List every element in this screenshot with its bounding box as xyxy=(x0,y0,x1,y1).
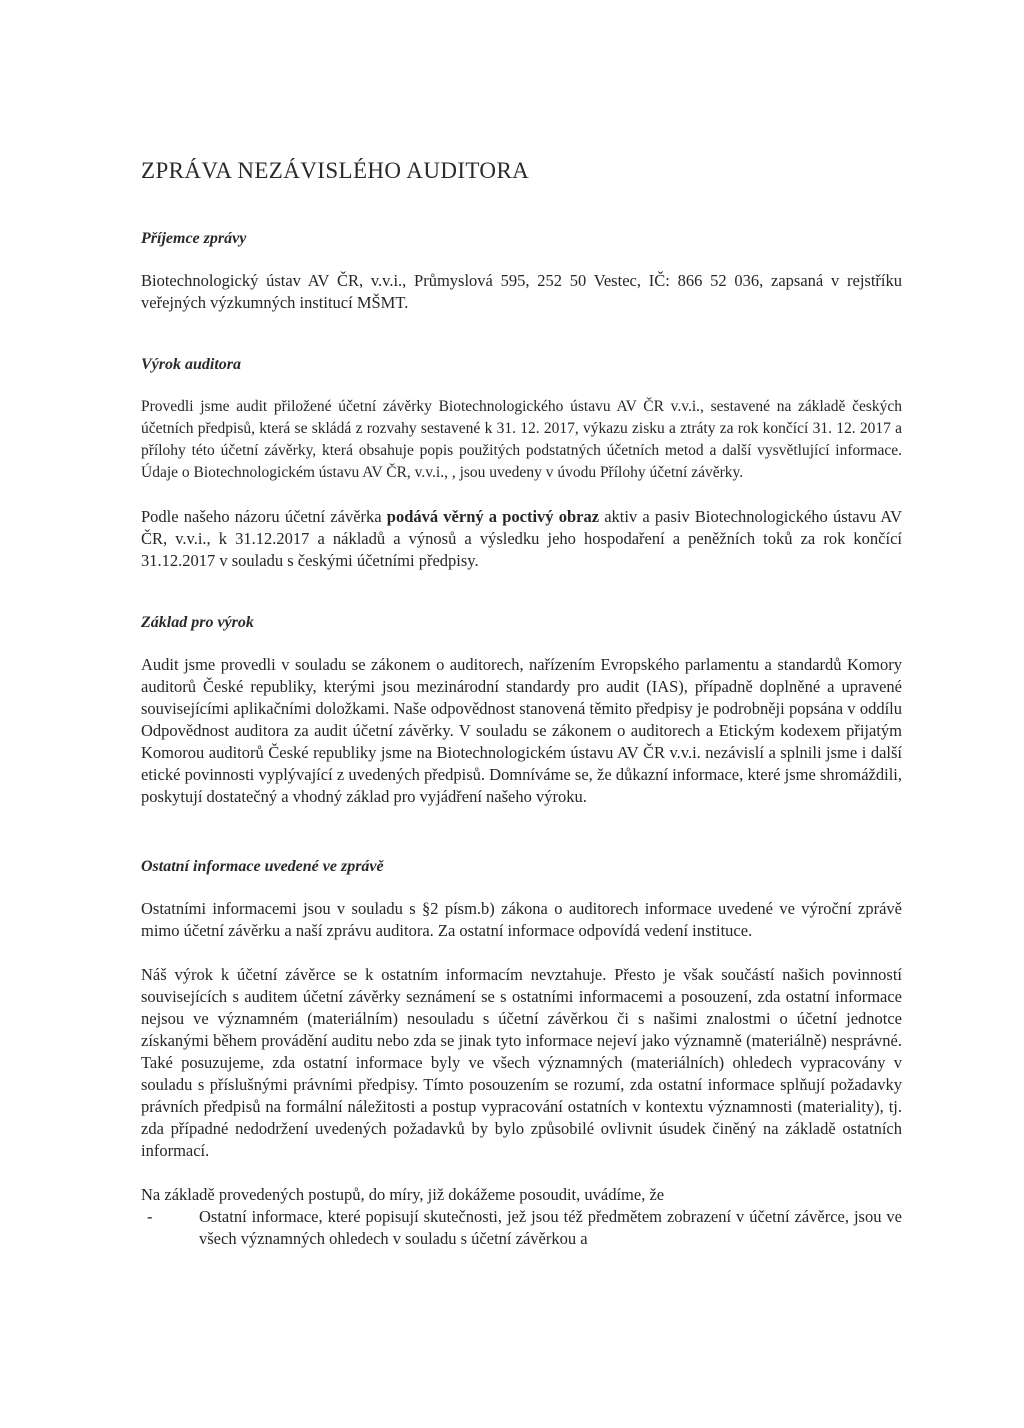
opinion-p2-before: Podle našeho názoru účetní závěrka xyxy=(141,507,387,526)
bullet-mark: - xyxy=(147,1207,153,1226)
opinion-paragraph-2 xyxy=(141,506,902,572)
bullet-text: Ostatní informace, které popisují skutečnosti, jež jsou též předmětem zobrazení v účetní závěrce, jsou ve všech významných ohledech v souladu s účetní závěrkou a xyxy=(199,1207,902,1248)
basis-text: Audit jsme provedli v souladu se zákonem o auditorech, nařízením Evropského parlamentu a standardů Komory auditorů České republiky, kterými jsou mezinárodní standardy pro audit (IAS), případně doplněné a upravené souvisejícími aplikačními doložkami. Naše odpovědnost stanovená těmito předpisy je podrobněji popsána v oddílu Odpovědnost auditora za audit účetní závěrky. V souladu se zákonem o auditorech a Etickým kodexem přijatým Komorou auditorů České republiky jsme na Biotechnologickém ústavu AV ČR v.v.i. nezávislí a splnili jsme i další etické povinnosti vyplývající z uvedených předpisů. Domníváme se, že důkazní informace, které jsme shromáždili, poskytují dostatečný a vhodný základ pro vyjádření našeho výroku. xyxy=(141,655,902,806)
other-info-paragraph-2: Náš výrok k účetní závěrce se k ostatním informacím nevztahuje. Přesto je však součástí našich povinností souvisejících s auditem účetní závěrky seznámení se s ostatními informacemi a posouzení, zda ostatní informace nejsou ve významném (materiálním) nesouladu s účetní závěrkou či s našimi znalostmi o účetní jednotce získanými během provádění auditu nebo zda se jinak tyto informace nejeví jako významně (materiálně) nesprávné. Také posuzujeme, zda ostatní informace byly ve všech významných (materiálních) ohledech vypracovány v souladu s příslušnými právními předpisy. Tímto posouzením se rozumí, zda ostatní informace splňují požadavky právních předpisů na formální náležitosti a postup vypracování ostatních v kontextu významnosti (materiality), tj. zda případné nedodržení uvedených požadavků by bylo způsobilé ovlivnit úsudek činěný na základě ostatních informací. xyxy=(141,965,902,1160)
opinion-paragraph-1: Provedli jsme audit přiložené účetní závěrky Biotechnologického ústavu AV ČR v.v.i., sestavené na základě českých účetních předpisů, která se skládá z rozvahy sestavené k 31. 12. 2017, výkazu zisku a ztráty za rok končící 31. 12. 2017 a přílohy této účetní závěrky, která obsahuje popis použitých podstatných účetních metod a další vysvětlující informace. Údaje o Biotechnologickém ústavu AV ČR, v.v.i., , jsou uvedeny v úvodu Přílohy účetní závěrky. xyxy=(141,398,902,481)
other-info-heading: Ostatní informace uvedené ve zprávě xyxy=(141,858,384,875)
recipient-heading: Příjemce zprávy xyxy=(141,230,247,247)
opinion-heading: Výrok auditora xyxy=(141,356,242,373)
bullet-item xyxy=(141,1206,902,1250)
recipient-text: Biotechnologický ústav AV ČR, v.v.i., Průmyslová 595, 252 50 Vestec, IČ: 866 52 036, zapsaná v rejstříku veřejných výzkumných institucí MŠMT. xyxy=(141,271,902,312)
page-title: ZPRÁVA NEZÁVISLÉHO AUDITORA xyxy=(141,158,530,183)
opinion-p2-bold: podává věrný a poctivý obraz xyxy=(386,507,600,526)
other-info-paragraph-3: Na základě provedených postupů, do míry, již dokážeme posoudit, uvádíme, že xyxy=(141,1185,665,1204)
opinion-p2-after: aktiv a pasiv Biotechnologického ústavu AV ČR, v.v.i., k 31.12.2017 a nákladů a výnosů a výsledku jeho hospodaření a peněžních toků za rok končící 31.12.2017 v souladu s českými účetními předpisy. xyxy=(141,507,902,570)
other-info-paragraph-1: Ostatními informacemi jsou v souladu s §2 písm.b) zákona o auditorech informace uvedené ve výroční zprávě mimo účetní závěrku a naší zprávu auditora. Za ostatní informace odpovídá vedení instituce. xyxy=(141,899,902,940)
basis-heading: Základ pro výrok xyxy=(141,614,254,631)
